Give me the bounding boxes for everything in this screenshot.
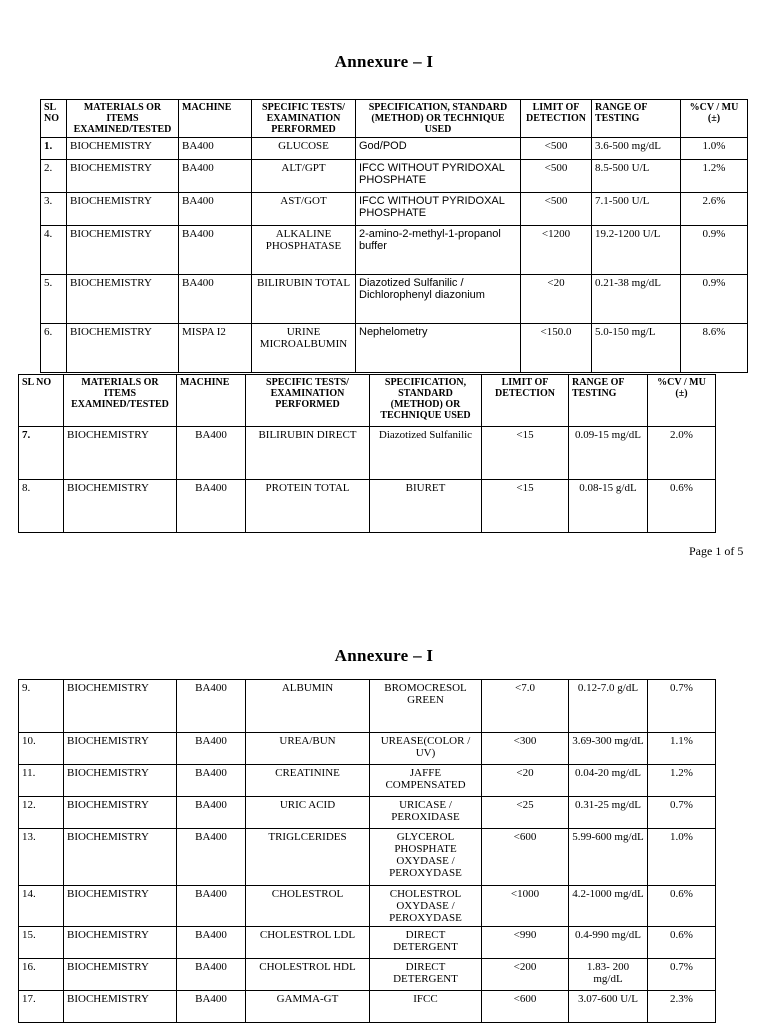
cell-range: 0.04-20 mg/dL <box>569 765 648 797</box>
header-sl-no: SL NO <box>41 100 67 138</box>
cell-test: CHOLESTROL HDL <box>246 959 370 991</box>
table-row <box>19 680 716 733</box>
cell-material: BIOCHEMISTRY <box>64 733 177 765</box>
cell-cv: 1.0% <box>648 829 716 886</box>
cell-sl-no: 7. <box>19 427 64 480</box>
cell-specification: IFCC WITHOUT PYRIDOXAL PHOSPHATE <box>356 160 521 193</box>
table-row <box>41 226 748 275</box>
table-row <box>19 829 716 886</box>
cell-limit: <15 <box>482 480 569 533</box>
header-limit-of-detection: LIMIT OF DETECTION <box>521 100 592 138</box>
cell-machine: BA400 <box>179 275 252 324</box>
cell-machine: BA400 <box>177 480 246 533</box>
annexure-table-part-3 <box>18 679 716 1023</box>
table-row <box>19 991 716 1023</box>
cell-cv: 0.9% <box>681 226 748 275</box>
cell-test: UREA/BUN <box>246 733 370 765</box>
cell-test: ALT/GPT <box>252 160 356 193</box>
cell-machine: BA400 <box>177 886 246 927</box>
cell-test: ALBUMIN <box>246 680 370 733</box>
cell-limit: <20 <box>482 765 569 797</box>
cell-material: BIOCHEMISTRY <box>64 886 177 927</box>
header-specification: SPECIFICATION, STANDARD (METHOD) OR TECHNIQUE USED <box>356 100 521 138</box>
table-row <box>19 480 716 533</box>
cell-specification: DIRECT DETERGENT <box>370 927 482 959</box>
cell-limit: <500 <box>521 160 592 193</box>
cell-machine: BA400 <box>177 927 246 959</box>
header-materials: MATERIALS OR ITEMS EXAMINED/TESTED <box>64 375 177 427</box>
cell-sl-no: 12. <box>19 797 64 829</box>
cell-machine: BA400 <box>177 991 246 1023</box>
cell-material: BIOCHEMISTRY <box>64 927 177 959</box>
cell-test: BILIRUBIN DIRECT <box>246 427 370 480</box>
cell-range: 0.4-990 mg/dL <box>569 927 648 959</box>
cell-material: BIOCHEMISTRY <box>64 829 177 886</box>
cell-cv: 0.7% <box>648 797 716 829</box>
cell-cv: 1.2% <box>681 160 748 193</box>
cell-specification: 2-amino-2-methyl-1-propanol buffer <box>356 226 521 275</box>
cell-machine: BA400 <box>179 138 252 160</box>
cell-range: 0.31-25 mg/dL <box>569 797 648 829</box>
header-range-of-testing: RANGE OF TESTING <box>569 375 648 427</box>
cell-test: GAMMA-GT <box>246 991 370 1023</box>
cell-limit: <7.0 <box>482 680 569 733</box>
cell-range: 5.0-150 mg/L <box>592 324 681 373</box>
cell-sl-no: 17. <box>19 991 64 1023</box>
cell-material: BIOCHEMISTRY <box>67 226 179 275</box>
cell-limit: <20 <box>521 275 592 324</box>
cell-material: BIOCHEMISTRY <box>67 160 179 193</box>
annexure-table-part-1 <box>40 99 748 373</box>
cell-cv: 0.9% <box>681 275 748 324</box>
cell-limit: <300 <box>482 733 569 765</box>
cell-specification: Nephelometry <box>356 324 521 373</box>
cell-material: BIOCHEMISTRY <box>67 324 179 373</box>
cell-material: BIOCHEMISTRY <box>64 480 177 533</box>
cell-sl-no: 5. <box>41 275 67 324</box>
cell-test: CHOLESTROL LDL <box>246 927 370 959</box>
page-title: Annexure – I <box>334 52 434 71</box>
table-header-row <box>41 100 748 138</box>
cell-test: CREATININE <box>246 765 370 797</box>
cell-limit: <1000 <box>482 886 569 927</box>
cell-machine: BA400 <box>177 765 246 797</box>
cell-specification: DIRECT DETERGENT <box>370 959 482 991</box>
cell-limit: <200 <box>482 959 569 991</box>
cell-sl-no: 8. <box>19 480 64 533</box>
cell-machine: BA400 <box>177 829 246 886</box>
cell-sl-no: 15. <box>19 927 64 959</box>
header-machine: MACHINE <box>177 375 246 427</box>
cell-test: ALKALINE PHOSPHATASE <box>252 226 356 275</box>
cell-sl-no: 16. <box>19 959 64 991</box>
table-row <box>41 324 748 373</box>
cell-cv: 2.0% <box>648 427 716 480</box>
header-machine: MACHINE <box>179 100 252 138</box>
cell-range: 7.1-500 U/L <box>592 193 681 226</box>
cell-sl-no: 14. <box>19 886 64 927</box>
cell-sl-no: 4. <box>41 226 67 275</box>
cell-range: 0.12-7.0 g/dL <box>569 680 648 733</box>
cell-test: TRIGLCERIDES <box>246 829 370 886</box>
cell-machine: BA400 <box>177 959 246 991</box>
cell-sl-no: 2. <box>41 160 67 193</box>
cell-specification: UREASE(COLOR / UV) <box>370 733 482 765</box>
header-range-of-testing: RANGE OF TESTING <box>592 100 681 138</box>
cell-test: PROTEIN TOTAL <box>246 480 370 533</box>
cell-specification: IFCC WITHOUT PYRIDOXAL PHOSPHATE <box>356 193 521 226</box>
cell-limit: <1200 <box>521 226 592 275</box>
table-row <box>41 138 748 160</box>
cell-material: BIOCHEMISTRY <box>64 991 177 1023</box>
cell-sl-no: 11. <box>19 765 64 797</box>
cell-limit: <150.0 <box>521 324 592 373</box>
cell-test: URIC ACID <box>246 797 370 829</box>
cell-limit: <990 <box>482 927 569 959</box>
cell-cv: 2.3% <box>648 991 716 1023</box>
table-row <box>19 927 716 959</box>
table-row <box>41 275 748 324</box>
cell-sl-no: 13. <box>19 829 64 886</box>
cell-specification: God/POD <box>356 138 521 160</box>
cell-range: 8.5-500 U/L <box>592 160 681 193</box>
cell-specification: CHOLESTROL OXYDASE / PEROXYDASE <box>370 886 482 927</box>
header-cv-mu: %CV / MU (±) <box>681 100 748 138</box>
header-cv-mu: %CV / MU (±) <box>648 375 716 427</box>
cell-test: GLUCOSE <box>252 138 356 160</box>
cell-cv: 0.6% <box>648 927 716 959</box>
cell-limit: <25 <box>482 797 569 829</box>
cell-specification: URICASE / PEROXIDASE <box>370 797 482 829</box>
cell-range: 4.2-1000 mg/dL <box>569 886 648 927</box>
cell-specification: JAFFE COMPENSATED <box>370 765 482 797</box>
cell-specification: BROMOCRESOL GREEN <box>370 680 482 733</box>
cell-machine: BA400 <box>177 427 246 480</box>
header-specific-tests: SPECIFIC TESTS/ EXAMINATION PERFORMED <box>252 100 356 138</box>
cell-cv: 1.2% <box>648 765 716 797</box>
cell-limit: <600 <box>482 829 569 886</box>
table-row <box>19 797 716 829</box>
table-row <box>41 193 748 226</box>
cell-sl-no: 10. <box>19 733 64 765</box>
cell-machine: BA400 <box>177 797 246 829</box>
cell-cv: 2.6% <box>681 193 748 226</box>
cell-range: 3.69-300 mg/dL <box>569 733 648 765</box>
cell-limit: <600 <box>482 991 569 1023</box>
cell-specification: GLYCEROL PHOSPHATE OXYDASE / PEROXYDASE <box>370 829 482 886</box>
cell-cv: 0.7% <box>648 680 716 733</box>
cell-material: BIOCHEMISTRY <box>64 680 177 733</box>
header-materials: MATERIALS OR ITEMS EXAMINED/TESTED <box>67 100 179 138</box>
cell-cv: 8.6% <box>681 324 748 373</box>
cell-machine: BA400 <box>177 733 246 765</box>
cell-material: BIOCHEMISTRY <box>64 959 177 991</box>
cell-range: 19.2-1200 U/L <box>592 226 681 275</box>
cell-cv: 0.6% <box>648 886 716 927</box>
cell-range: 5.99-600 mg/dL <box>569 829 648 886</box>
cell-machine: BA400 <box>179 193 252 226</box>
cell-sl-no: 6. <box>41 324 67 373</box>
header-specification: SPECIFICATION, STANDARD (METHOD) OR TECHNIQUE USED <box>370 375 482 427</box>
page-number: Page 1 of 5 <box>689 544 744 558</box>
cell-material: BIOCHEMISTRY <box>67 138 179 160</box>
cell-sl-no: 9. <box>19 680 64 733</box>
cell-machine: BA400 <box>179 226 252 275</box>
cell-limit: <500 <box>521 138 592 160</box>
cell-specification: Diazotized Sulfanilic <box>370 427 482 480</box>
cell-range: 3.07-600 U/L <box>569 991 648 1023</box>
table-header-row <box>19 375 716 427</box>
table-row <box>19 959 716 991</box>
cell-test: BILIRUBIN TOTAL <box>252 275 356 324</box>
header-specific-tests: SPECIFIC TESTS/ EXAMINATION PERFORMED <box>246 375 370 427</box>
cell-specification: Diazotized Sulfanilic / Dichlorophenyl diazonium <box>356 275 521 324</box>
cell-machine: BA400 <box>179 160 252 193</box>
header-limit-of-detection: LIMIT OF DETECTION <box>482 375 569 427</box>
cell-limit: <15 <box>482 427 569 480</box>
cell-limit: <500 <box>521 193 592 226</box>
cell-cv: 0.7% <box>648 959 716 991</box>
cell-sl-no: 3. <box>41 193 67 226</box>
cell-range: 3.6-500 mg/dL <box>592 138 681 160</box>
table-row <box>19 733 716 765</box>
cell-machine: BA400 <box>177 680 246 733</box>
cell-range: 0.08-15 g/dL <box>569 480 648 533</box>
page-title: Annexure – I <box>334 646 434 665</box>
cell-range: 0.09-15 mg/dL <box>569 427 648 480</box>
cell-material: BIOCHEMISTRY <box>64 765 177 797</box>
cell-range: 0.21-38 mg/dL <box>592 275 681 324</box>
cell-specification: IFCC <box>370 991 482 1023</box>
cell-test: AST/GOT <box>252 193 356 226</box>
cell-cv: 0.6% <box>648 480 716 533</box>
table-row <box>41 160 748 193</box>
table-row <box>19 427 716 480</box>
cell-cv: 1.1% <box>648 733 716 765</box>
table-row <box>19 886 716 927</box>
cell-sl-no: 1. <box>41 138 67 160</box>
cell-material: BIOCHEMISTRY <box>64 427 177 480</box>
header-sl-no: SL NO <box>19 375 64 427</box>
cell-machine: MISPA I2 <box>179 324 252 373</box>
cell-test: URINE MICROALBUMIN <box>252 324 356 373</box>
cell-material: BIOCHEMISTRY <box>67 193 179 226</box>
cell-material: BIOCHEMISTRY <box>67 275 179 324</box>
cell-specification: BIURET <box>370 480 482 533</box>
cell-material: BIOCHEMISTRY <box>64 797 177 829</box>
cell-test: CHOLESTROL <box>246 886 370 927</box>
table-row <box>19 765 716 797</box>
cell-cv: 1.0% <box>681 138 748 160</box>
cell-range: 1.83- 200 mg/dL <box>569 959 648 991</box>
annexure-table-part-2 <box>18 374 716 533</box>
